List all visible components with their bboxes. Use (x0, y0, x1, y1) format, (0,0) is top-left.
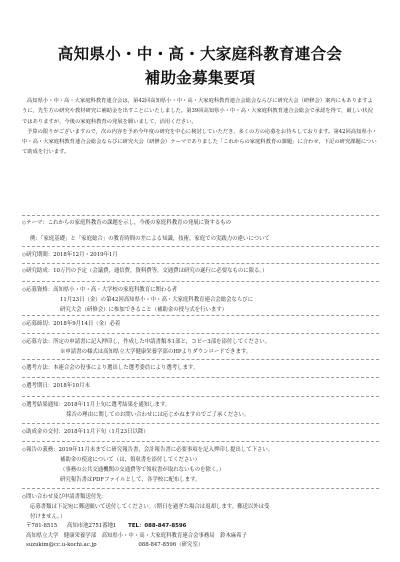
organization: 高知県立大学 健康栄養学部 高知県小・中・高・大家庭科教育連合会事務局 鈴木麻希子 (26, 532, 248, 539)
postal-code: 〒781-8515 (26, 523, 58, 529)
section-line: 採否の理由に関してのお問い合わせには応じかねますのでご了承ください。 (66, 412, 250, 418)
fax-number: 088-847-8596（研究室） (138, 542, 204, 549)
divider (22, 396, 379, 397)
contact-block (26, 522, 247, 551)
section-application (22, 337, 382, 357)
section-label: ◇研究期間： (22, 252, 54, 258)
divider (22, 377, 379, 378)
section-label: ◇応募締切： (22, 321, 54, 327)
section-text: 2018年12月・2019年1月 (53, 252, 118, 258)
section-line: 高知県小・中・高・大学校の家庭科教育に関わる者 (53, 287, 178, 293)
theme-example: 例：「家庭基礎」と「家庭総合」の教育時間の差による知識，技術，家庭での実践力の違いについて (30, 236, 270, 242)
divider (22, 263, 379, 264)
page-title: 高知県小・中・高・大家庭科教育連合会 (57, 45, 343, 63)
section-theme (22, 218, 382, 244)
divider (22, 423, 379, 424)
section-selection-date (22, 381, 382, 391)
section-eligibility (22, 285, 382, 315)
section-grant (22, 266, 382, 276)
section-label: ◇研究助成： (22, 268, 54, 274)
section-line: 11月23日（金）の第42回高知県小・中・高・大家庭科教育連合会総会ならびに (60, 297, 254, 303)
section-label: ◇応募方法： (22, 339, 54, 345)
section-deadline (22, 319, 382, 329)
section-report (22, 445, 382, 485)
section-line: （事務の公共交通機関の交通費等で領収書が取れないものを除く。） (60, 467, 225, 473)
section-label: ◇選考期日： (22, 383, 54, 389)
section-label: ◇応募資格： (22, 287, 54, 293)
divider (22, 281, 379, 282)
section-line: 2019年11月末までに研究報告書，会計報告書に必要事項を記入押印し提出して下さい。 (58, 447, 274, 453)
divider (22, 333, 379, 334)
section-period (22, 250, 382, 260)
section-line: 2018年11月上旬に選考結果を通知します。 (63, 402, 171, 408)
divider (22, 215, 379, 216)
section-text: 2018年11月下旬（1月23日以降） (63, 429, 149, 435)
section-line: 所定の申請書に記入押印し，作成した申請書類本1部と，コピー3部を添付してください。 (53, 339, 270, 345)
section-payment (22, 427, 382, 437)
section-result (22, 400, 382, 420)
section-text: 2018年9月14日（金）必着 (53, 321, 121, 327)
section-label: ◇助成金の交付： (22, 429, 64, 435)
divider (22, 359, 379, 360)
section-label: ◇選考結果通知： (22, 402, 64, 408)
section-text: 本連合会の役事により選出した選考委員により選考します。 (53, 365, 199, 371)
section-text: 2018年10月末 (53, 383, 90, 389)
page-subtitle: 補助金募集要項 (144, 69, 256, 87)
section-text: 10万円の予定（会議費，通信費，資料費等，交通費は研究の遂行に必要なものに限る。） (53, 268, 268, 274)
intro-paragraphs (22, 96, 378, 158)
section-line: 研究大会（研修会）に参加できること（補助金の授与式を行います） (60, 307, 228, 313)
section-label: ◇問い合わせ及び申請書類送付先： (22, 494, 108, 500)
section-text: これからの家庭科教育の課題を示し，今後の家庭科教育の発展に資するもの (47, 220, 232, 226)
intro-paragraph: 予算の限りがございますので，次の内容を予め今年度の研究を中心に検討していただき，多くの方の応募をお待ちしております。第42回高知県小・中・高・大家庭科教育連合会総会ならびに研究大会（研修会）テーマでありました「これからの家庭科教育の課題」に合わせ，下記の研究課題について助成を行います。 (22, 128, 378, 156)
section-inquiry (22, 492, 382, 522)
inquiry-note: 応募書類は下記宛に郵送願いて送付してください。（期日を過ぎた場合は返却します。郵送以外は受 (30, 504, 270, 510)
section-selection (22, 363, 382, 373)
tel-number: TEL：088-847-8596 (128, 523, 187, 529)
divider (22, 315, 379, 316)
section-label: ◇選考方法： (22, 365, 54, 371)
divider (22, 488, 379, 489)
intro-paragraph: 高知県小・中・高・大家庭科教育連合会は，第42回高知県小・中・高・大家庭科教育連合会総会ならびに研究大会（研修会）案内にもありますように，先生方の研究や教材研究に補助金を出すことにいたしました。第39回高知県小・中・高・大家庭科教育連合会総会で承認を得て，厳しい状況ではありますが，今後の家庭科教育の発展を願いまして，活用ください。 (22, 98, 373, 125)
section-label: ◇テーマ： (22, 220, 48, 226)
section-line: 補助金の使途について（は，領収書を添付してください） (60, 457, 201, 463)
address: 高知市池2751番地1 (66, 523, 117, 529)
divider (22, 246, 379, 247)
divider (22, 441, 379, 442)
section-label: ◇報告の義務： (22, 447, 59, 453)
section-line: 研究報告書はPDFファイルとして，各学校に配布します。 (60, 477, 201, 483)
email-link[interactable]: suzukim@cc.u-kochi.ac.jp (26, 542, 97, 549)
inquiry-note: 付けません。） (30, 514, 66, 520)
section-line: ※申請書の様式は高知県立大学健康栄養学部のHPよりダウンロードできます。 (60, 349, 252, 355)
